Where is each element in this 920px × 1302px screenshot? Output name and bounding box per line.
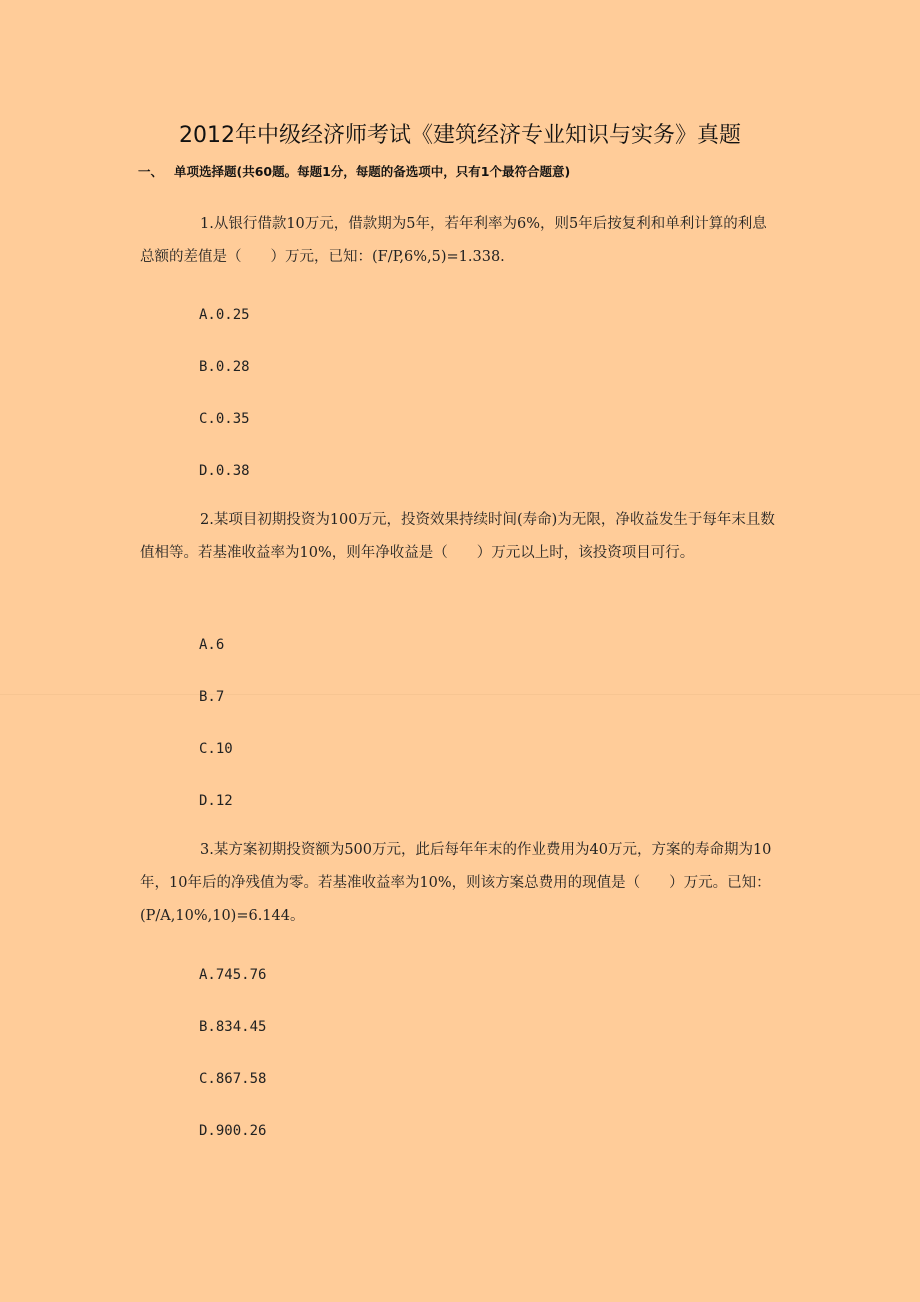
question-1-option-b: B.0.28 xyxy=(199,359,250,375)
section-heading-text: 单项选择题(共60题。每题1分，每题的备选项中，只有1个最符合题意) xyxy=(174,164,571,179)
question-2-option-c: C.10 xyxy=(199,741,233,757)
question-3-option-d: D.900.26 xyxy=(199,1123,267,1139)
question-3-option-c: C.867.58 xyxy=(199,1071,267,1087)
question-3-stem: 3.某方案初期投资额为500万元，此后每年年末的作业费用为40万元，方案的寿命期为10年，10年后的净残值为零。若基准收益率为10%，则该方案总费用的现值是（ ）万元。已知：(P/A,10%,10)=6.144。 xyxy=(140,842,772,924)
question-3-option-a: A.745.76 xyxy=(199,967,267,983)
question-3-option-b: B.834.45 xyxy=(199,1019,267,1035)
question-1-option-d: D.0.38 xyxy=(199,463,250,479)
question-2-option-d: D.12 xyxy=(199,793,233,809)
page-seam-divider xyxy=(0,694,920,695)
question-1-stem: 1.从银行借款10万元，借款期为5年，若年利率为6%，则5年后按复利和单利计算的利息总额的差值是（ ）万元，已知：(F/P,6%,5)=1.338. xyxy=(140,216,767,265)
question-1-option-a: A.0.25 xyxy=(199,307,250,323)
section-number: 一、 xyxy=(138,164,164,179)
question-2-option-a: A.6 xyxy=(199,637,225,653)
section-heading xyxy=(138,162,818,182)
question-2-option-b: B.7 xyxy=(199,689,225,705)
question-1-option-c: C.0.35 xyxy=(199,411,250,427)
question-2-stem: 2.某项目初期投资为100万元，投资效果持续时间(寿命)为无限，净收益发生于每年末且数值相等。若基准收益率为10%，则年净收益是（ ）万元以上时，该投资项目可行。 xyxy=(140,512,775,561)
document-title: 2012年中级经济师考试《建筑经济专业知识与实务》真题 xyxy=(179,123,741,148)
